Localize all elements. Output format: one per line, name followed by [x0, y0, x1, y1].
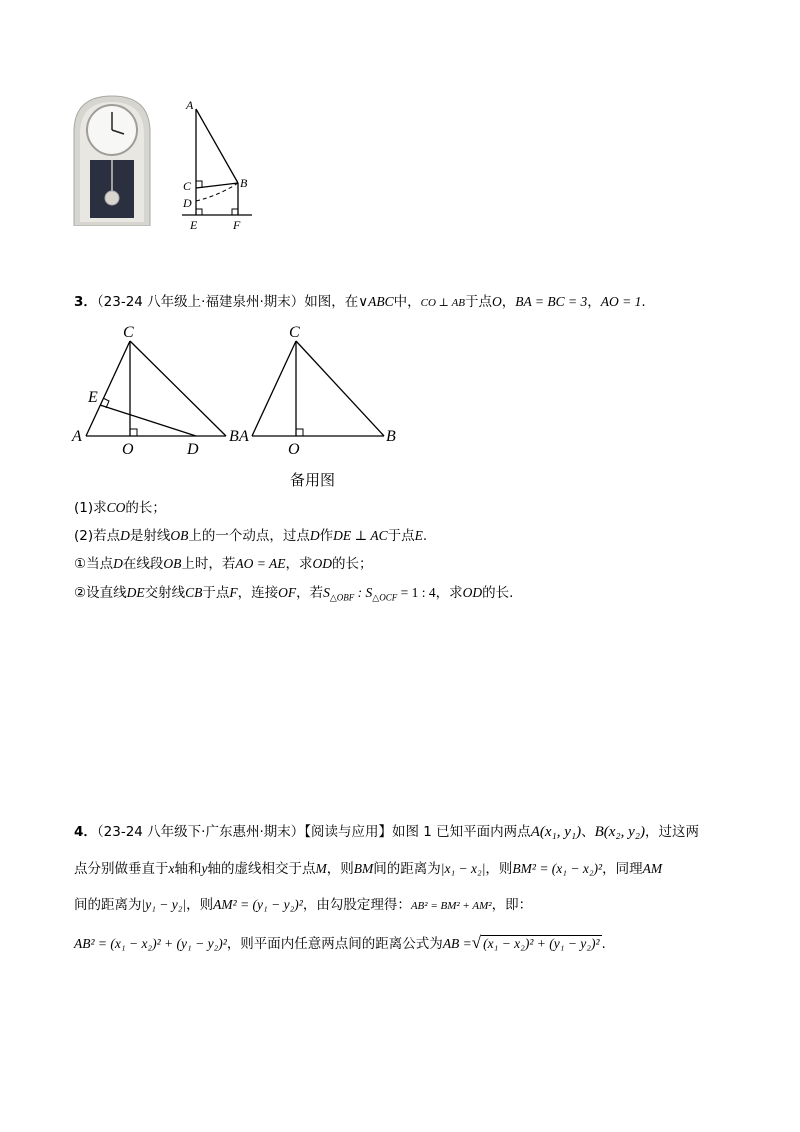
q4-point-b: B(x₂, y₂) — [594, 824, 645, 840]
q3-part2-f: . — [422, 528, 428, 544]
q4-l3-abs: |y₁ − y₂| — [141, 897, 187, 912]
q3-part2 — [74, 526, 427, 546]
q3-sub1-e: 的长； — [331, 556, 373, 572]
q3-number: 3． — [74, 294, 97, 310]
q4-l2-g: ，同理 — [602, 861, 643, 877]
q3-sub2-b: 交射线 — [144, 585, 186, 601]
q4-l2-a: 点分别做垂直于 — [74, 861, 169, 877]
q3-part2-d: D — [120, 528, 130, 543]
q3-sub1-c: 上时，若 — [181, 556, 236, 572]
label-o: O — [288, 441, 300, 458]
q3-part2-e: 于点 — [387, 528, 415, 544]
q3-sub1-b: 在线段 — [122, 556, 164, 572]
q3-sub1-eq: AO = AE — [235, 556, 286, 571]
q4-l2-y: y — [201, 861, 208, 876]
pendulum-clock-image — [70, 94, 154, 226]
q4-line2 — [74, 859, 662, 879]
label-c: C — [289, 324, 300, 341]
q3-stem — [74, 292, 646, 313]
label-a: A — [239, 428, 249, 445]
q3-sub2-a: ②设直线 — [74, 585, 127, 601]
q3-part2-dd: 作 — [319, 528, 334, 544]
line-ac — [252, 341, 296, 436]
q3-sub2-ff: ，求 — [435, 585, 463, 601]
q4-l2-am: AM — [642, 861, 663, 876]
q4-l1-a: 如图 1 已知平面内两点 — [392, 824, 531, 840]
q4-l2-b: 轴和 — [174, 861, 202, 877]
q4-tag: 【阅读与应用】 — [304, 824, 393, 840]
q3-triangle: ∨ABC — [358, 294, 394, 309]
q4-radical-sign: √ — [471, 933, 482, 952]
q3-sub2-of: OF — [278, 585, 297, 600]
q4-l2-bm: BM — [353, 861, 374, 876]
q4-l4-eq: AB² = (x₁ − x₂)² + (y₁ − y₂)² — [74, 936, 227, 951]
q4-l2-c: 轴的虚线相交于点 — [207, 861, 316, 877]
q4-l2-m: M — [315, 861, 327, 876]
q4-l3-eq: AM² = (y₁ − y₂)² — [213, 897, 303, 912]
q3-sub2-s2: : S — [354, 585, 373, 600]
label-b: B — [229, 428, 239, 445]
q3-point-o: O — [492, 294, 502, 309]
q4-source: （23-24 八年级下·广东惠州·期末） — [96, 824, 305, 840]
q3-sub1-ob: OB — [163, 556, 182, 571]
q3-part2-ob: OB — [170, 528, 189, 543]
label-a: A — [186, 98, 194, 112]
q4-line3 — [74, 895, 532, 916]
q3-period: . — [641, 294, 646, 310]
q3-part2-c: 上的一个动点，过点 — [188, 528, 310, 544]
q3-sub2-c: 于点 — [202, 585, 230, 601]
label-c: C — [183, 179, 192, 193]
q3-part1-a: 求 — [93, 500, 107, 516]
q4-l1-sep: 、 — [581, 824, 595, 840]
q3-comma1: ， — [501, 294, 516, 310]
q4-line1 — [74, 822, 699, 842]
right-angle-o — [130, 429, 137, 436]
q3-cond1: BA = BC = 3 — [515, 294, 588, 309]
q4-l1-b: ，过这两 — [645, 824, 699, 840]
label-b: B — [386, 428, 396, 445]
q3-figure-caption: 备用图 — [290, 471, 336, 489]
q3-part2-a: 若点 — [93, 528, 121, 544]
q3-sub2-ratio: = 1 : 4 — [397, 585, 436, 600]
label-a: A — [72, 428, 82, 445]
q4-l4-ab: AB = — [442, 936, 472, 951]
q3-sub2-d: ，连接 — [237, 585, 279, 601]
q4-l3-a: 间的距离为 — [74, 897, 142, 913]
q3-sub2 — [74, 583, 513, 608]
line-de — [100, 405, 196, 436]
q4-l4-a: ，则平面内任意两点间的距离公式为 — [226, 936, 443, 952]
pendulum-triangle-figure — [170, 95, 260, 235]
q3-sub1-a: ①当点 — [74, 556, 114, 572]
q3-part2-de: DE ⊥ AC — [333, 528, 388, 543]
q4-l2-eq: BM² = (x₁ − x₂)² — [512, 861, 603, 876]
label-c: C — [123, 324, 134, 341]
q3-source: （23-24 八年级上·福建泉州·期末） — [96, 294, 305, 310]
q3-part2-d2: D — [309, 528, 320, 543]
q3-sub1-d: D — [113, 556, 123, 571]
q3-sub2-sub1: △OBF — [329, 592, 355, 603]
line-ab — [196, 109, 238, 183]
q3-sub2-s1: S — [323, 585, 330, 600]
q3-sub2-e: ，若 — [296, 585, 324, 601]
q3-part1 — [74, 498, 166, 518]
q4-l2-f: ，则 — [485, 861, 513, 877]
q3-figure-main — [64, 316, 244, 461]
q4-line4 — [74, 933, 606, 954]
line-cb — [130, 341, 226, 436]
q4-l3-eq2: AB² = BM² + AM² — [410, 900, 492, 912]
q3-part2-number: (2) — [74, 528, 94, 544]
q4-point-a: A(x₁, y₁) — [530, 824, 582, 840]
q3-sub2-g: 的长. — [482, 585, 514, 601]
q4-number: 4． — [74, 824, 97, 840]
q4-l4-b: . — [601, 936, 606, 952]
q3-figure-spare — [236, 316, 412, 461]
label-d: D — [183, 196, 192, 210]
q3-foot: 于点 — [465, 294, 493, 310]
right-angle-o — [296, 429, 303, 436]
q3-sub2-f: F — [229, 585, 238, 600]
clock-drawing — [70, 94, 154, 226]
q3-part2-point-e: E — [414, 528, 423, 543]
label-o: O — [122, 441, 134, 458]
label-e: E — [190, 218, 198, 232]
q3-sub1-dd: ，求 — [285, 556, 313, 572]
q4-l3-b: ，则 — [186, 897, 214, 913]
q3-perp: CO ⊥ AB — [420, 297, 466, 309]
right-angle-e — [196, 209, 202, 215]
q3-sub2-de: DE — [126, 585, 145, 600]
q3-sub1 — [74, 554, 372, 574]
q4-l2-d: ，则 — [326, 861, 354, 877]
q3-comma2: ， — [587, 294, 601, 310]
q3-lead: 如图，在 — [304, 294, 359, 310]
q4-l3-d: ，即： — [491, 897, 533, 913]
q3-part1-number: (1) — [74, 500, 94, 516]
q4-l2-e: 间的距离为 — [373, 861, 441, 877]
label-f: F — [233, 218, 241, 232]
q3-part1-b: 的长； — [125, 500, 166, 516]
q3-sub2-od: OD — [462, 585, 483, 600]
q3-sub2-cb: CB — [185, 585, 203, 600]
label-b: B — [240, 176, 248, 190]
label-d: D — [187, 441, 199, 458]
line-cb — [296, 341, 384, 436]
q3-cond2: AO = 1 — [600, 294, 642, 309]
q3-part1-co: CO — [106, 500, 126, 515]
q4-l3-c: ，由勾股定理得： — [302, 897, 411, 913]
q3-sub2-sub2: △OCF — [372, 592, 398, 603]
q4-l2-x: x — [168, 861, 175, 876]
q3-sub1-od: OD — [312, 556, 332, 571]
q4-l4-root: (x₁ − x₂)² + (y₁ − y₂)² — [483, 936, 600, 951]
q3-mid: 中， — [393, 294, 421, 310]
q3-part2-b: 是射线 — [129, 528, 171, 544]
right-angle-f — [232, 209, 238, 215]
q4-l2-abs: |x₁ − x₂| — [440, 861, 486, 876]
label-e: E — [88, 389, 98, 406]
